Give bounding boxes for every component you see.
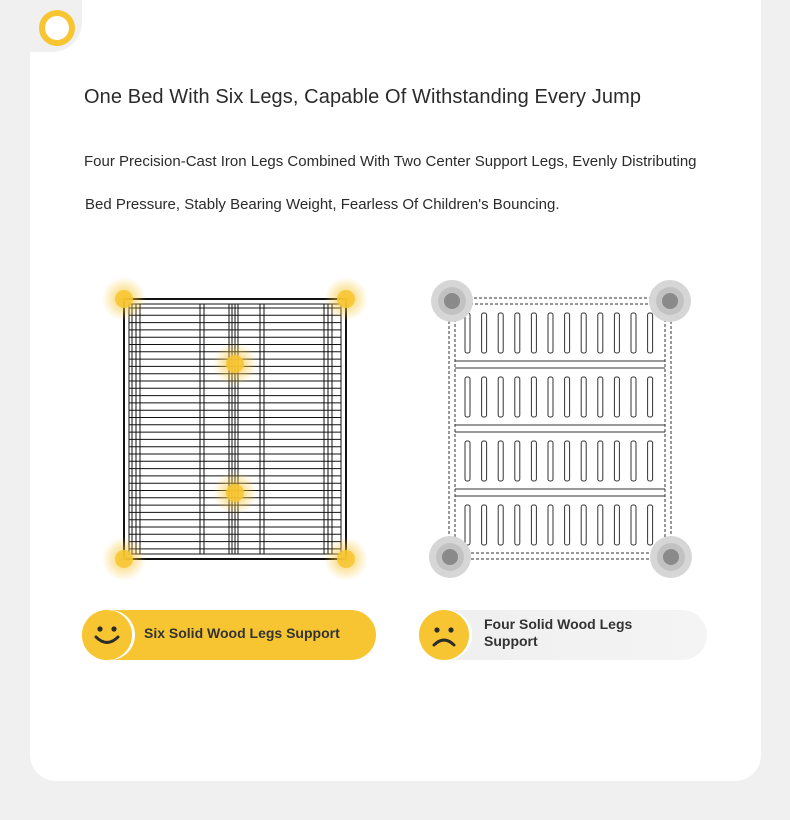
bed-slat: [465, 505, 470, 545]
bed-slat: [581, 377, 586, 417]
leg-marker: [663, 549, 679, 565]
bed-slat: [565, 313, 570, 353]
bed-slat: [531, 377, 536, 417]
bed-slat: [498, 505, 503, 545]
bed-slat: [631, 505, 636, 545]
page-title: One Bed With Six Legs, Capable Of Withstanding Every Jump: [84, 86, 642, 108]
bed-slat: [515, 505, 520, 545]
leg-marker: [226, 355, 244, 373]
four-legs-pill: [419, 610, 707, 660]
bed-slat: [548, 377, 553, 417]
bed-slat: [531, 313, 536, 353]
leg-marker: [226, 484, 244, 502]
bed-slat: [498, 377, 503, 417]
bed-slat: [482, 505, 487, 545]
bed-slat: [598, 377, 603, 417]
bed-slat: [515, 377, 520, 417]
bed-slat: [581, 313, 586, 353]
bed-slat: [631, 441, 636, 481]
bed-slat: [515, 441, 520, 481]
bed-slat: [598, 505, 603, 545]
description-line-2: Bed Pressure, Stably Bearing Weight, Fearless Of Children's Bouncing.: [85, 196, 560, 213]
bed-slat: [498, 441, 503, 481]
bed-slat: [565, 377, 570, 417]
leg-marker: [115, 550, 133, 568]
smile-icon: [82, 610, 132, 660]
bed-slat: [598, 313, 603, 353]
frown-icon: [419, 610, 469, 660]
bed-slat: [465, 313, 470, 353]
leg-marker: [337, 290, 355, 308]
ring-icon: [39, 10, 75, 46]
leg-marker: [337, 550, 355, 568]
four-legs-label: Four Solid Wood Legs Support: [484, 616, 633, 649]
four-leg-bed-diagram: [426, 276, 696, 581]
leg-marker: [115, 290, 133, 308]
bed-slat: [531, 441, 536, 481]
bed-slat: [648, 441, 653, 481]
bed-slat: [515, 313, 520, 353]
bed-slat: [482, 441, 487, 481]
bed-slat: [614, 505, 619, 545]
bed-slat: [482, 313, 487, 353]
bed-slat: [598, 441, 603, 481]
bed-slat: [548, 441, 553, 481]
bed-slat: [648, 505, 653, 545]
leg-marker: [662, 293, 678, 309]
leg-marker: [444, 293, 460, 309]
bed-slat: [498, 313, 503, 353]
bed-slat: [565, 441, 570, 481]
bed-slat: [648, 313, 653, 353]
bed-slat: [465, 377, 470, 417]
bed-slat: [531, 505, 536, 545]
description-line-1: Four Precision-Cast Iron Legs Combined With Two Center Support Legs, Evenly Distributing: [84, 153, 697, 170]
card-top: [82, 0, 731, 60]
bed-slat: [581, 441, 586, 481]
bed-slat: [581, 505, 586, 545]
bed-slat: [548, 505, 553, 545]
bed-slat: [614, 313, 619, 353]
six-leg-bed-diagram: [96, 272, 376, 584]
bed-slat: [565, 505, 570, 545]
bed-slat: [614, 441, 619, 481]
bed-slat: [631, 313, 636, 353]
six-legs-pill: [82, 610, 376, 660]
bed-slat: [465, 441, 470, 481]
bed-slat: [482, 377, 487, 417]
bed-slat: [648, 377, 653, 417]
six-legs-label: Six Solid Wood Legs Support: [144, 625, 340, 641]
leg-marker: [442, 549, 458, 565]
bed-slat: [631, 377, 636, 417]
bed-slat: [548, 313, 553, 353]
bed-slat: [614, 377, 619, 417]
